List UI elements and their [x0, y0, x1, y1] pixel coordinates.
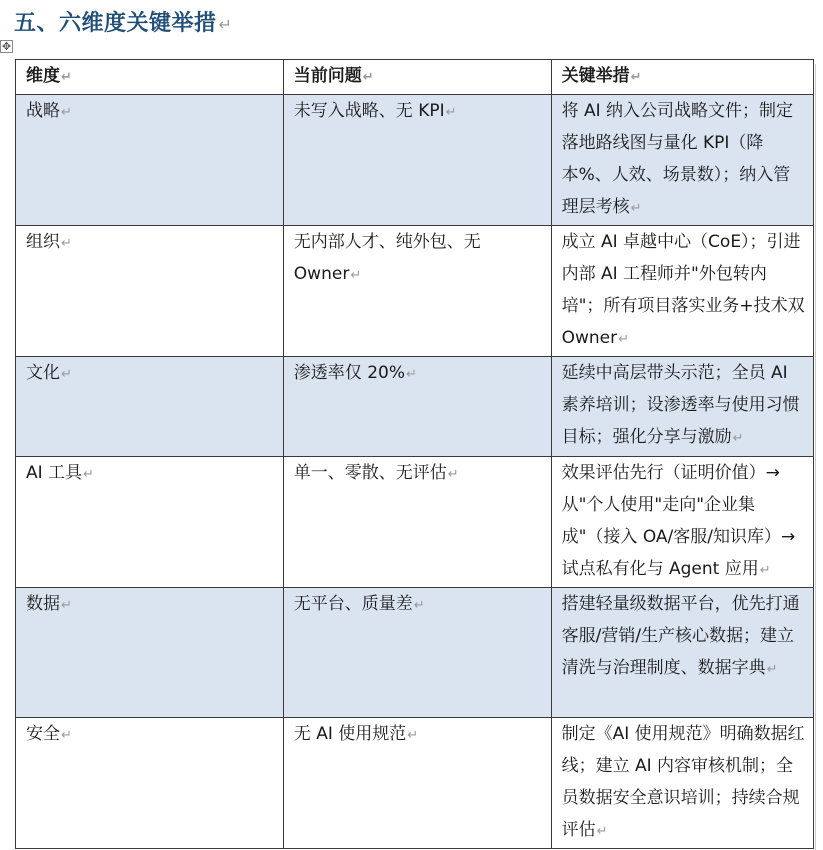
cell-end-mark-icon: ↵: [83, 467, 94, 482]
cell-action[interactable]: [551, 457, 813, 588]
table-row: [16, 588, 814, 718]
cell-end-mark-icon: ↵: [630, 201, 642, 216]
cell-text: 无平台、质量差: [293, 594, 413, 614]
cell-text: 无内部人才、纯外包、无 Owner: [293, 232, 481, 284]
header-cell-problem[interactable]: [283, 60, 551, 95]
cell-end-mark-icon: ↵: [61, 728, 72, 743]
cell-text: 制定《AI 使用规范》明确数据红线；建立 AI 内容审核机制；全员数据安全意识培训；持续合规评估: [561, 724, 805, 840]
table-row: [16, 718, 814, 849]
cell-end-mark-icon: ↵: [350, 268, 362, 283]
table-row: [16, 95, 814, 226]
cell-text: 安全: [26, 724, 60, 744]
cell-action[interactable]: [551, 226, 813, 357]
cell-text: 搭建轻量级数据平台，优先打通客服/营销/生产核心数据；建立清洗与治理制度、数据字典: [561, 594, 800, 678]
table-row: [16, 457, 814, 588]
cell-action[interactable]: [551, 357, 813, 457]
cell-action[interactable]: [551, 718, 813, 849]
cell-text: 组织: [26, 232, 60, 252]
section-heading: [14, 6, 232, 37]
cell-problem[interactable]: [283, 226, 551, 357]
table-row: [16, 357, 814, 457]
cell-text: 渗透率仅 20%: [293, 363, 405, 383]
cell-problem[interactable]: [283, 457, 551, 588]
table-row: [16, 226, 814, 357]
header-cell-dimension[interactable]: [16, 60, 284, 95]
header-label: 关键举措: [561, 66, 630, 86]
page-edge: [815, 64, 823, 850]
header-label: 当前问题: [293, 66, 362, 86]
header-label: 维度: [26, 66, 60, 86]
cell-text: 将 AI 纳入公司战略文件；制定落地路线图与量化 KPI（降本%、人效、场景数）；纳入管理层考核: [561, 101, 794, 217]
cell-end-mark-icon: ↵: [61, 105, 72, 120]
cell-end-mark-icon: ↵: [362, 70, 374, 85]
cell-end-mark-icon: ↵: [630, 70, 642, 85]
cell-text: 未写入战略、无 KPI: [293, 101, 445, 121]
cell-end-mark-icon: ↵: [61, 598, 72, 613]
cell-text: 成立 AI 卓越中心（CoE）；引进内部 AI 工程师并"外包转内培"；所有项目落实业务+技术双 Owner: [561, 232, 805, 348]
cell-end-mark-icon: ↵: [618, 332, 630, 347]
cell-end-mark-icon: ↵: [445, 105, 457, 120]
cell-text: 战略: [26, 101, 60, 121]
header-cell-action[interactable]: [551, 60, 813, 95]
cell-end-mark-icon: ↵: [61, 236, 72, 251]
cell-dimension[interactable]: [16, 457, 284, 588]
cell-end-mark-icon: ↵: [407, 728, 419, 743]
cell-text: 无 AI 使用规范: [293, 724, 407, 744]
cell-end-mark-icon: ↵: [413, 598, 425, 613]
cell-text: 单一、零散、无评估: [293, 463, 447, 483]
cell-text: AI 工具: [26, 463, 83, 483]
table-move-handle-icon[interactable]: ✥: [1, 40, 12, 53]
cell-end-mark-icon: ↵: [759, 563, 771, 578]
cell-end-mark-icon: ↵: [447, 467, 459, 482]
cell-end-mark-icon: ↵: [406, 367, 417, 382]
cell-end-mark-icon: ↵: [61, 367, 72, 382]
section-title: 五、六维度关键举措: [14, 11, 217, 36]
cell-dimension[interactable]: [16, 95, 284, 226]
cell-end-mark-icon: ↵: [61, 70, 72, 85]
cell-text: 延续中高层带头示范；全员 AI 素养培训；设渗透率与使用习惯目标；强化分享与激励: [561, 363, 800, 447]
cell-text: 效果评估先行（证明价值）→ 从"个人使用"走向"企业集成"（接入 OA/客服/知识库）→ 试点私有化与 Agent 应用: [561, 463, 796, 579]
cell-end-mark-icon: ↵: [732, 431, 744, 446]
cell-dimension[interactable]: [16, 588, 284, 718]
cell-dimension[interactable]: [16, 226, 284, 357]
cell-problem[interactable]: [283, 718, 551, 849]
cell-problem[interactable]: [283, 588, 551, 718]
cell-end-mark-icon: ↵: [766, 662, 778, 677]
paragraph-mark-icon: ↵: [218, 15, 233, 34]
cell-dimension[interactable]: [16, 718, 284, 849]
cell-action[interactable]: [551, 95, 813, 226]
cell-text: 文化: [26, 363, 60, 383]
cell-dimension[interactable]: [16, 357, 284, 457]
cell-problem[interactable]: [283, 95, 551, 226]
cell-end-mark-icon: ↵: [596, 824, 608, 839]
measures-table: [15, 59, 814, 849]
cell-text: 数据: [26, 594, 60, 614]
cell-action[interactable]: [551, 588, 813, 718]
cell-problem[interactable]: [283, 357, 551, 457]
table-header-row: [16, 60, 814, 95]
